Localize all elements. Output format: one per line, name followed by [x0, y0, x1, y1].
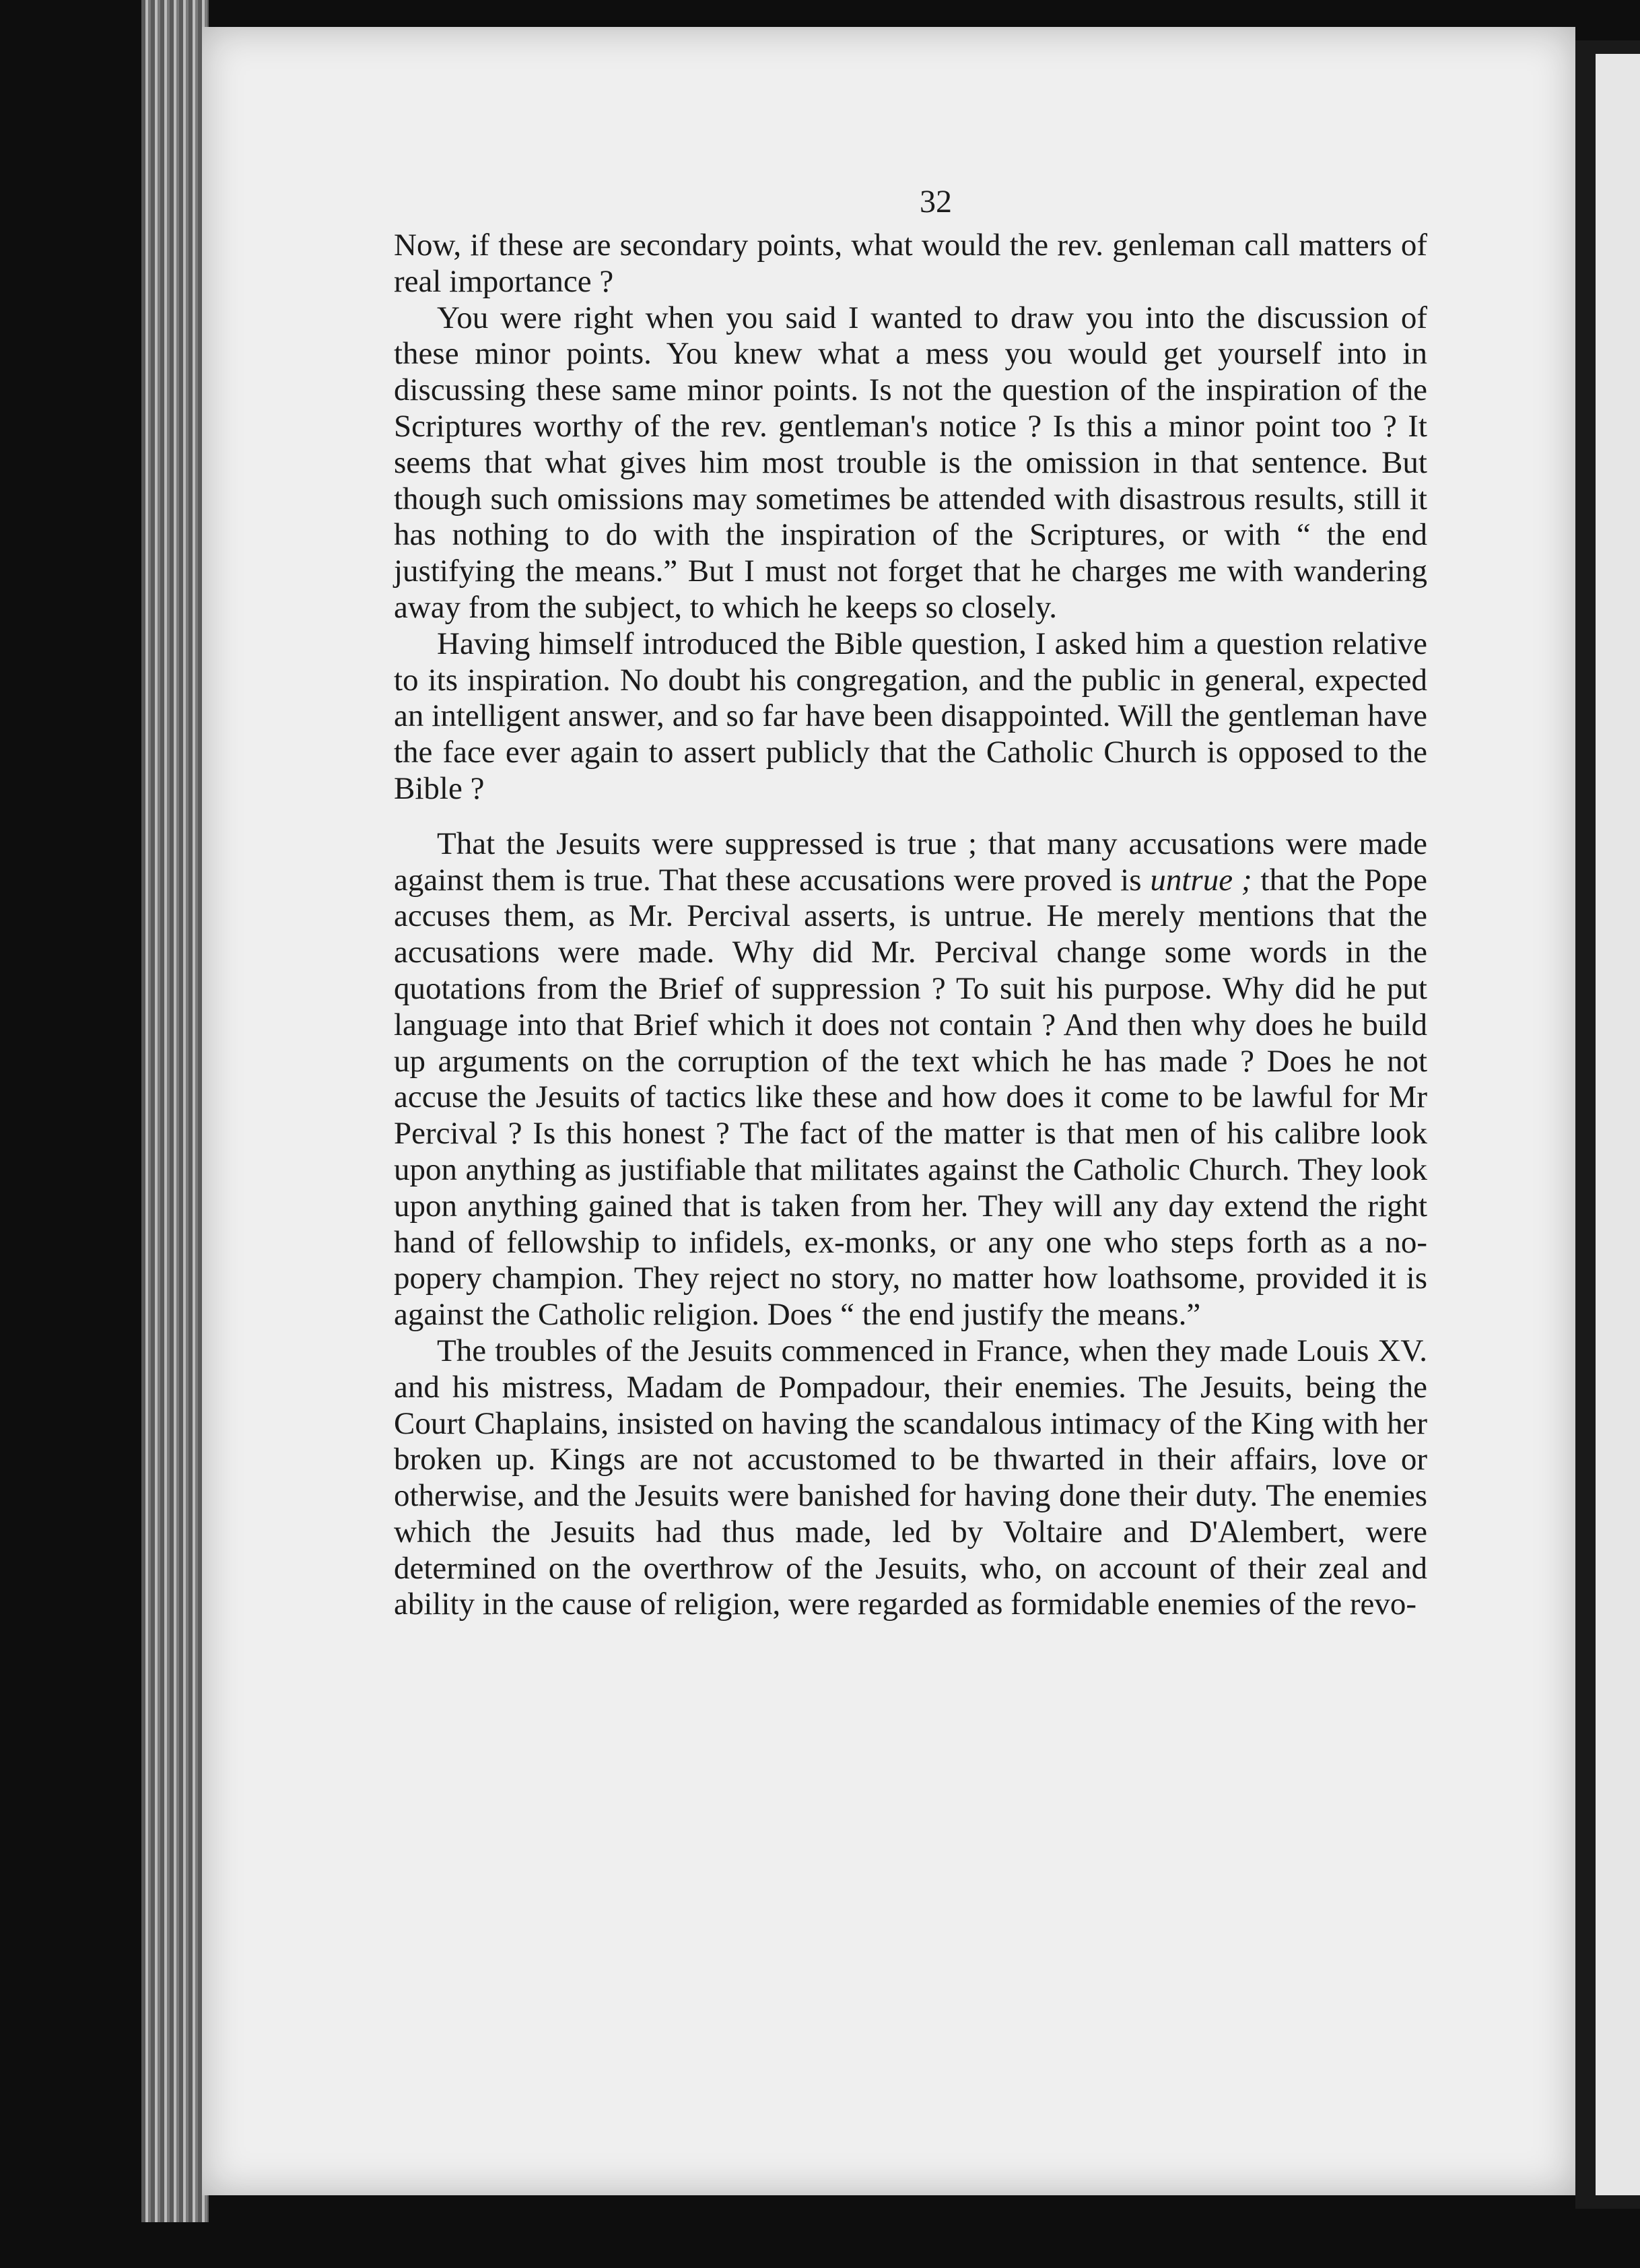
paragraph-4-part-1: That the Jesuits were suppressed is true ; that many accusations were made against them is true. That these accusations were proved is — [394, 826, 1427, 898]
paragraph-5: The troubles of the Jesuits commenced in France, when they made Louis XV. and his mistress, Madam de Pompadour, their enemies. The Jesuits, being the Court Chaplains, insisted on having the scandalous intimacy of the King with her broken up. Kings are not accustomed to be thwarted in their affairs, love or otherwise, and the Jesuits were banished for having done their duty. The enemies which the Jesuits had thus made, led by Voltaire and D'Alembert, were determined on the overthrow of the Jesuits, who, on account of their zeal and ability in the cause of religion, were regarded as formidable enemies of the revo- — [394, 1333, 1427, 1622]
adjacent-page-edge — [1596, 54, 1640, 2195]
paragraph-2: You were right when you said I wanted to draw you into the discussion of these minor points. You knew what a mess you would get yourself into in discussing these same minor points. Is not the question of the inspiration of the Scriptures worthy of the rev. gentleman's notice ? Is this a minor point too ? It seems that what gives him most trouble is the omission in that sentence. But though such omissions may sometimes be attended with disastrous results, still it has nothing to do with the inspiration of the Scriptures, or with “ the end justifying the means.” But I must not forget that he charges me with wandering away from the subject, to which he keeps so closely. — [394, 300, 1427, 625]
page-edge-stack — [141, 0, 209, 2222]
paragraph-4-part-2: that the Pope accuses them, as Mr. Percival asserts, is untrue. He merely mentions that the accusations were made. Why did Mr. Percival change some words in the quotations from the Brief of suppression ? To suit his purpose. Why did he put language into that Brief which it does not contain ? And then why does he build up arguments on the corruption of the text which he has made ? Does he not accuse the Jesuits of tactics like these and how does it come to be lawful for Mr Percival ? Is this honest ? The fact of the matter is that men of his calibre look upon anything as justifiable that militates against the Catholic Church. They look upon anything gained that is taken from her. They will any day extend the right hand of fellowship to infidels, ex-monks, or any one who steps forth as a no-popery champion. They reject no story, no matter how loathsome, provided it is against the Catholic religion. Does “ the end justify the means.” — [394, 862, 1427, 1333]
body-text — [394, 228, 1427, 1623]
page-number: 32 — [920, 184, 952, 220]
paragraph-3: Having himself introduced the Bible question, I asked him a question relative to its inspiration. No doubt his congregation, and the public in general, expected an intelligent answer, and so far have been disappointed. Will the gentleman have the face ever again to assert publicly that the Catholic Church is opposed to the Bible ? — [394, 626, 1427, 806]
paragraph-4 — [394, 826, 1427, 1333]
paragraph-1: Now, if these are secondary points, what would the rev. genleman call matters of real importance ? — [394, 228, 1427, 299]
paragraph-4-italic: untrue ; — [1150, 862, 1252, 898]
